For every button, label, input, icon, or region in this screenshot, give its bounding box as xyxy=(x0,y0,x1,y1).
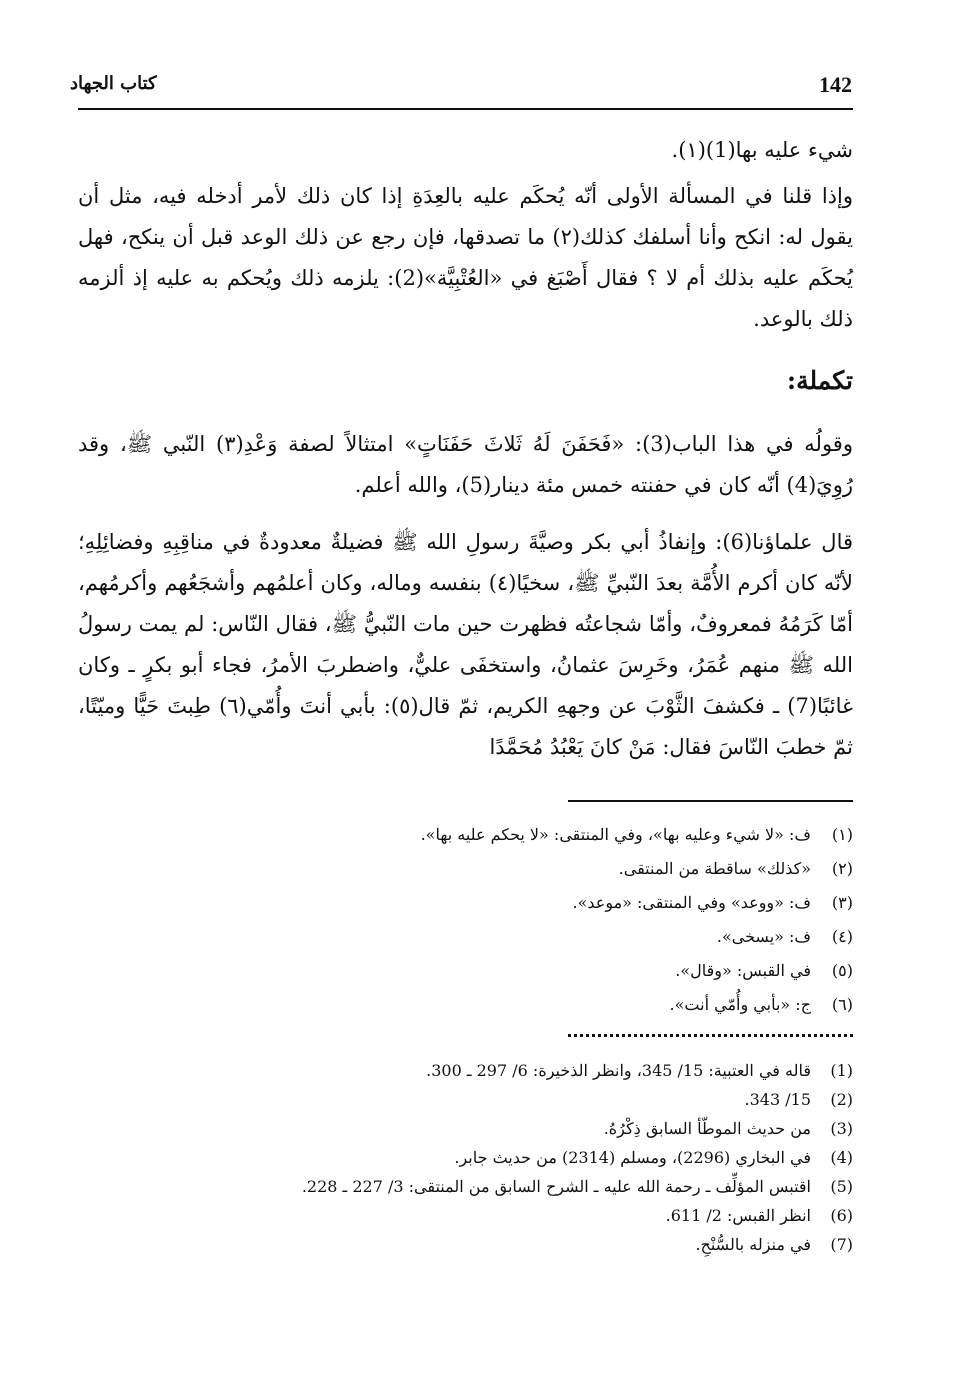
footnote-item xyxy=(78,1085,853,1114)
paragraph-text: شيء عليه بها(1)(١). xyxy=(671,138,853,162)
footnote-separator xyxy=(568,800,853,802)
footnote-number: (3) xyxy=(830,1119,853,1138)
body-paragraph-3 xyxy=(78,424,853,506)
footnote-number: (1) xyxy=(830,1061,853,1080)
footnote-number: (٢) xyxy=(831,859,853,878)
header-rule xyxy=(78,108,853,110)
footnote-item xyxy=(78,852,853,886)
paragraph-text: قال علماؤنا(6): وإنفاذُ أبي بكر وصيَّةَ رسولِ الله ﷺ فضيلةٌ معدودةٌ في مناقِبِهِ وفضائِلِهِ؛ لأنّه كان أكرم الأُمَّة بعدَ النّبيِّ ﷺ، سخيًا(٤) بنفسه وماله، وكان أعلمُهم وأشجَعُهم وأكرمُهم، أمّا كَرَمُهُ فمعروفٌ، وأمّا شجاعتُه فظهرت حين مات النّبيُّ ﷺ، فقال النّاس: لم يمت رسولُ الله ﷺ منهم عُمَرُ، وخَرِسَ عثمانُ، واستخفَى عليٌّ، واضطربَ الأمرُ، فجاء أبو بكرٍ ـ وكان غائبًا(7) ـ فكشفَ الثَّوْبَ عن وجههِ الكريم، ثمّ قال(٥): بأبي أنتَ وأُمّي(٦) طِبتَ حَيًّا وميّتًا، ثمّ خطبَ النّاسَ فقال: مَنْ كانَ يَعْبُدُ مُحَمَّدًا xyxy=(78,530,854,759)
footnote-item xyxy=(78,1114,853,1143)
source-footnotes xyxy=(78,1056,853,1259)
footnote-item xyxy=(78,1172,853,1201)
body-paragraph-4 xyxy=(78,522,853,768)
page-number: 142 xyxy=(819,72,852,97)
footnote-number: (7) xyxy=(830,1235,853,1254)
paragraph-text: وقولُه في هذا الباب(3): «فَحَفَنَ لَهُ ثَلاثَ حَفَنَاتٍ» امتثالاً لصفة وَعْدِ(٣) النّبي ﷺ، وقد رُوِيَ(4) أنّه كان في حفنته خمس مئة دينار(5)، والله أعلم. xyxy=(78,432,853,497)
footnote-dotted-separator xyxy=(568,1034,853,1037)
footnote-text: «كذلك» ساقطة من المنتقى. xyxy=(618,859,811,878)
footnote-number: (٣) xyxy=(831,893,853,912)
variant-footnotes xyxy=(78,818,853,1022)
footnote-number: (١) xyxy=(831,825,853,844)
footnote-number: (2) xyxy=(830,1090,853,1109)
paragraph-text: وإذا قلنا في المسألة الأولى أنّه يُحكَم عليه بالعِدَةِ إذا كان ذلك لأمر أدخله فيه، مثل أن يقول له: انكح وأنا أسلفك كذلك(٢) ما تصدقها، فإن رجع عن ذلك الوعد قبل أن ينكح، فهل يُحكَم عليه بذلك أم لا ؟ فقال أَصْبَغ في «العُتْبِيَّة»(2): يلزمه ذلك ويُحكم به عليه إذ ألزمه ذلك بالوعد. xyxy=(78,184,853,331)
footnote-text: ف: «ووعد» وفي المنتقى: «موعد». xyxy=(572,893,811,912)
footnote-text: ف: «يسخى». xyxy=(716,927,811,946)
section-heading: تكملة: xyxy=(786,366,853,395)
footnote-item xyxy=(78,954,853,988)
footnote-number: (6) xyxy=(830,1206,853,1225)
footnote-item xyxy=(78,1230,853,1259)
footnote-item xyxy=(78,886,853,920)
footnote-text: في القبس: «وقال». xyxy=(675,961,811,980)
footnote-item xyxy=(78,1201,853,1230)
footnote-text: ف: «لا شيء وعليه بها»، وفي المنتقى: «لا يحكم عليه بها». xyxy=(420,825,811,844)
footnote-text: ج: «بأبي وأُمّي أنت». xyxy=(669,995,811,1014)
footnote-number: (4) xyxy=(830,1148,853,1167)
footnote-number: (5) xyxy=(830,1177,853,1196)
footnote-text: في البخاري (2296)، ومسلم (2314) من حديث جابر. xyxy=(454,1148,811,1167)
footnote-text: قاله في العتبية: 15/ 345، وانظر الذخيرة: 6/ 297 ـ 300. xyxy=(426,1061,811,1080)
footnote-text: من حديث الموطّأ السابق ذِكْرُهُ. xyxy=(603,1119,811,1138)
body-paragraph-2 xyxy=(78,176,853,340)
footnote-item xyxy=(78,1143,853,1172)
footnote-item xyxy=(78,1056,853,1085)
body-paragraph-1 xyxy=(78,130,853,171)
footnote-text: اقتبس المؤلِّف ـ رحمة الله عليه ـ الشرح السابق من المنتقى: 3/ 227 ـ 228. xyxy=(301,1177,811,1196)
footnote-text: انظر القبس: 2/ 611. xyxy=(665,1206,811,1225)
footnote-text: 15/ 343. xyxy=(744,1090,811,1109)
footnote-item xyxy=(78,818,853,852)
footnote-item xyxy=(78,988,853,1022)
footnote-item xyxy=(78,920,853,954)
footnote-text: في منزله بالسُّنْحِ. xyxy=(695,1235,811,1254)
footnote-number: (٦) xyxy=(831,995,853,1014)
running-header-title: كتاب الجهاد xyxy=(70,73,157,94)
footnote-number: (٤) xyxy=(831,927,853,946)
footnote-number: (٥) xyxy=(831,961,853,980)
